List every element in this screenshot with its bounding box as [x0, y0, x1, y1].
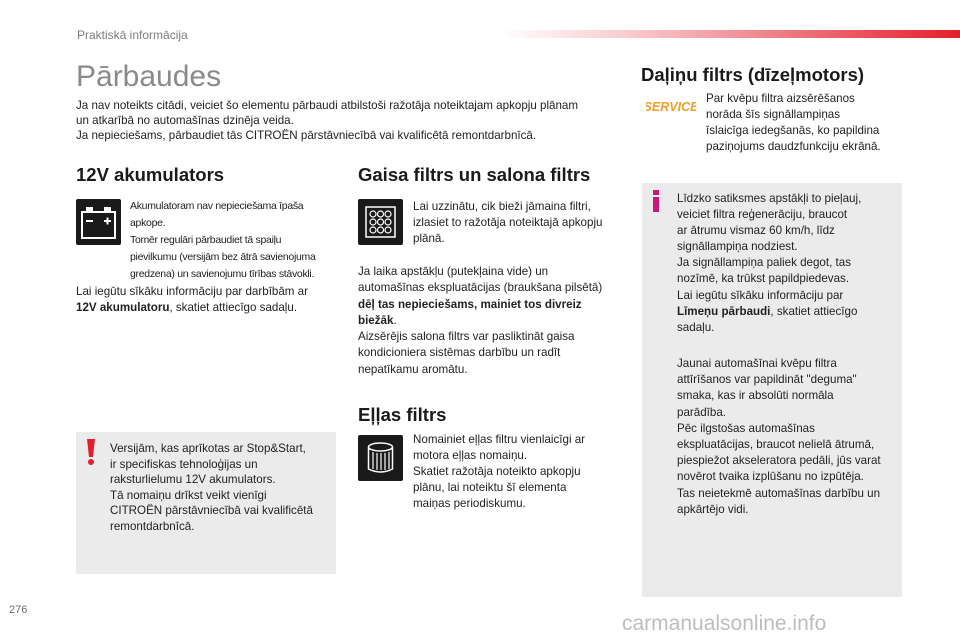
particle-filter-info-line: nozīmē, ka trūkst papildpiedevas.: [677, 272, 850, 286]
particle-filter-info-line: Lai iegūtu sīkāku informāciju par: [677, 288, 844, 302]
particle-filter-info-bold-suffix: , skatiet attiecīgo: [770, 304, 858, 318]
particle-filter-info-line: Jaunai automašīnai kvēpu filtra: [677, 357, 837, 370]
particle-filter-info-line: novērot tvaika izplūšanu no izpūtēja.: [677, 470, 864, 484]
air-filter-icon: [358, 199, 403, 245]
particle-filter-note-line: Par kvēpu filtra aizsērēšanos: [706, 92, 855, 105]
particle-filter-note-line: īslaicīga iedegšanās, ko papildina: [706, 124, 880, 137]
page-number: 276: [9, 604, 28, 616]
intro-line: Ja nav noteikts citādi, veiciet šo elementu pārbaudi atbilstoši ražotāja noteiktajam apkopju plānam: [76, 99, 579, 112]
particle-filter-info-2: [677, 356, 899, 518]
air-filter-body-line: Ja laika apstākļu (putekļaina vide) un: [358, 265, 549, 278]
oil-filter-heading: Eļļas filtrs: [358, 404, 447, 425]
air-filter-body-line: kondicioniera sistēmas darbību un radīt: [358, 346, 561, 360]
battery-more-info-bold: 12V akumulatoru: [76, 301, 170, 314]
oil-filter-note-line: Skatiet ražotāja noteikto apkopju: [413, 465, 581, 478]
air-filter-bold-line: dēļ tas nepieciešams, mainiet tos divreiz: [358, 297, 582, 311]
battery-note-line: pievilkumu (versijām bez ātrā savienojuma: [130, 251, 316, 263]
particle-filter-info-line: Pēc ilgstošas automašīnas: [677, 421, 815, 435]
oil-filter-note-line: plānu, lai noteiktu šī elementa: [413, 481, 567, 494]
air-filter-body: [358, 264, 628, 378]
air-filter-heading: Gaisa filtrs un salona filtrs: [358, 164, 591, 185]
battery-more-info-prefix: Lai iegūtu sīkāku informāciju par darbībām ar: [76, 285, 308, 298]
battery-warning-text: [110, 441, 332, 535]
air-filter-bold-word: biežāk: [358, 313, 394, 327]
battery-warning-line: Tā nomaiņu drīkst veikt vienīgi: [110, 488, 267, 502]
air-filter-body-line: automašīnas ekspluatācijas (braukšana pilsētā): [358, 281, 603, 295]
particle-filter-heading: Daļiņu filtrs (dīzeļmotors): [641, 64, 865, 85]
oil-filter-note-line: maiņas periodiskumu.: [413, 497, 526, 510]
battery-note-line: Tomēr regulāri pārbaudiet tā spaiļu: [130, 234, 282, 246]
particle-filter-note-line: norāda šīs signāllampiņas: [706, 108, 841, 121]
particle-filter-info-bold-line: [677, 304, 899, 320]
air-filter-body-line: nepatīkamu aromātu.: [358, 362, 468, 376]
battery-warning-line: ir specifiskas tehnoloģijas un: [110, 457, 258, 471]
battery-note-line: apkope.: [130, 217, 166, 229]
battery-warning-line: Versijām, kas aprīkotas ar Stop&Start,: [110, 442, 306, 455]
battery-note-line: Akumulatoram nav nepieciešama īpaša: [130, 200, 304, 212]
air-filter-note: [413, 199, 628, 247]
intro-line: Ja nepieciešams, pārbaudiet tās CITROËN pārstāvniecībā vai kvalificētā remontdarbnīcā.: [76, 129, 537, 142]
service-warning-icon: [646, 97, 696, 115]
particle-filter-info-line: sadaļu.: [677, 320, 715, 334]
battery-heading: 12V akumulators: [76, 164, 225, 185]
oil-filter-note: [413, 432, 623, 512]
oil-filter-icon: [358, 435, 403, 481]
header-accent-bar: [500, 30, 960, 38]
battery-note: [130, 198, 335, 283]
particle-filter-info-line: attīrīšanos var papildināt "deguma": [677, 373, 857, 387]
air-filter-note-line: Lai uzzinātu, cik bieži jāmaina filtri,: [413, 200, 591, 213]
oil-filter-note-line: Nomainiet eļļas filtru vienlaicīgi ar: [413, 433, 586, 446]
intro-line: un atkarībā no automašīnas dzinēja veida.: [76, 114, 294, 127]
particle-filter-info-line: smaka, kas ir absolūti normāla: [677, 389, 834, 403]
battery-warning-line: CITROËN pārstāvniecībā vai kvalificētā: [110, 504, 313, 518]
oil-filter-note-line: motora eļļas nomaiņu.: [413, 449, 528, 462]
air-filter-note-line: plānā.: [413, 232, 445, 245]
air-filter-body-line: Aizsērējis salona filtrs var pasliktināt gaisa: [358, 330, 575, 344]
particle-filter-info-line: Līdzko satiksmes apstākļi to pieļauj,: [677, 192, 862, 205]
battery-icon: [76, 199, 121, 245]
particle-filter-info-line: veiciet filtra reģenerāciju, braucot: [677, 208, 848, 222]
particle-filter-info-line: parādība.: [677, 405, 726, 419]
particle-filter-info-line: ekspluatācijas, braucot nelielā ātrumā,: [677, 438, 875, 452]
battery-more-info-suffix: , skatiet attiecīgo sadaļu.: [169, 301, 298, 314]
air-filter-bold-suffix: .: [393, 313, 397, 327]
intro-text: [76, 98, 596, 143]
page-title: Pārbaudes: [76, 60, 222, 93]
particle-filter-note: [706, 91, 906, 155]
particle-filter-info-1: [677, 191, 899, 336]
section-header: Praktiskā informācija: [77, 28, 188, 42]
battery-more-info: [76, 284, 336, 316]
particle-filter-note-line: paziņojums daudzfunkciju ekrānā.: [706, 140, 881, 153]
battery-warning-line: remontdarbnīcā.: [110, 519, 195, 533]
air-filter-note-line: izlasiet to ražotāja noteiktajā apkopju: [413, 216, 603, 229]
info-icon: [650, 189, 662, 213]
particle-filter-info-line: signāllampiņa nodziest.: [677, 240, 798, 254]
particle-filter-info-line: piespiežot akseleratora pedāli, jūs varat: [677, 454, 881, 468]
particle-filter-info-line: apkārtējo vidi.: [677, 502, 749, 516]
watermark: carmanualsonline.info: [622, 612, 827, 635]
battery-note-line: gredzena) un savienojumu tīrības stāvokli.: [130, 268, 315, 280]
air-filter-bold-line-2: [358, 313, 628, 329]
particle-filter-info-line: Ja signāllampiņa paliek degot, tas: [677, 256, 852, 270]
exclamation-icon: [84, 437, 98, 467]
particle-filter-info-line: ar ātrumu vismaz 60 km/h, līdz: [677, 224, 835, 238]
service-badge-text: SERVICE: [646, 100, 696, 114]
particle-filter-info-bold: Līmeņu pārbaudi: [677, 304, 771, 318]
battery-warning-line: raksturlielumu 12V akumulators.: [110, 473, 276, 487]
particle-filter-info-line: Tas neietekmē automašīnas darbību un: [677, 486, 881, 500]
